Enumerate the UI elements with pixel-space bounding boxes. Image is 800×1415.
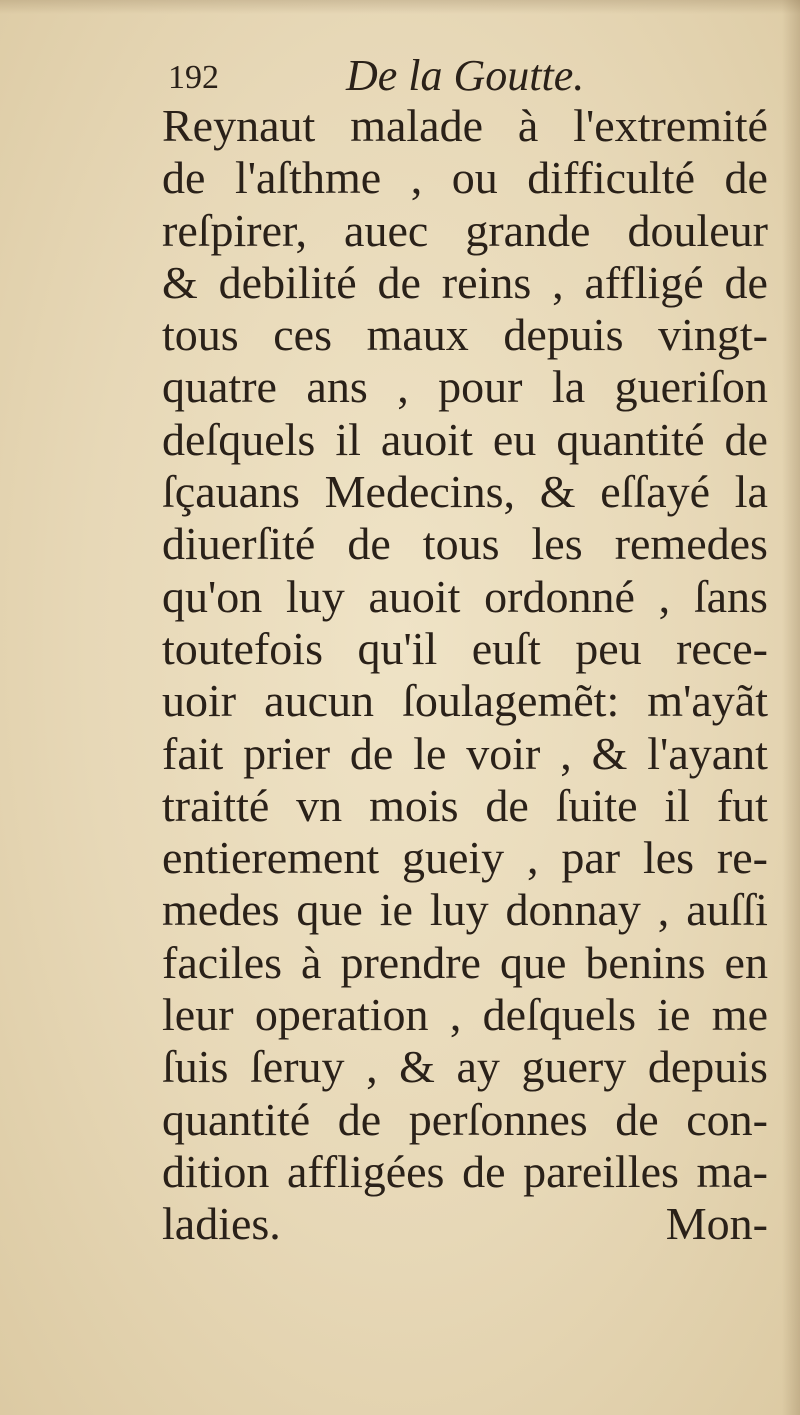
word: malade bbox=[350, 100, 483, 151]
word: de bbox=[724, 152, 768, 204]
word: ordonné bbox=[484, 570, 635, 622]
word: , bbox=[560, 727, 572, 779]
text-line bbox=[162, 1094, 768, 1146]
word: à bbox=[301, 936, 322, 988]
word: rece- bbox=[676, 622, 768, 674]
text-line bbox=[162, 623, 768, 675]
word: quantité bbox=[162, 1093, 311, 1145]
word: ſçauans bbox=[162, 466, 300, 518]
page-number: 192 bbox=[168, 59, 219, 96]
running-title: De la Goutte. bbox=[346, 51, 585, 100]
word: faciles bbox=[162, 936, 283, 988]
word: reins bbox=[441, 256, 532, 308]
word: de bbox=[349, 727, 394, 779]
word: ſans bbox=[693, 570, 768, 622]
word: ces bbox=[273, 309, 333, 361]
word: les bbox=[531, 518, 583, 570]
word: ſuite bbox=[555, 779, 638, 831]
word: prendre bbox=[340, 936, 481, 988]
text-line bbox=[162, 257, 768, 309]
word: en bbox=[724, 936, 768, 988]
word: luy bbox=[286, 570, 345, 622]
word: ay bbox=[456, 1041, 500, 1093]
word: tous bbox=[162, 309, 239, 361]
text-line bbox=[162, 571, 768, 623]
word: que bbox=[499, 936, 567, 988]
word: quatre bbox=[162, 361, 277, 413]
word: , bbox=[366, 1041, 378, 1093]
word: & bbox=[591, 727, 628, 779]
word: auec bbox=[344, 204, 429, 256]
word: ſeruy bbox=[250, 1041, 345, 1093]
text-line bbox=[162, 1041, 768, 1093]
word: , bbox=[552, 256, 564, 308]
text-line bbox=[162, 361, 768, 413]
text-line bbox=[162, 205, 768, 257]
word: ie bbox=[379, 884, 413, 936]
word: me bbox=[711, 989, 768, 1041]
text-line bbox=[162, 884, 768, 936]
body-text bbox=[162, 100, 768, 1251]
word: dition bbox=[162, 1145, 270, 1197]
word: , bbox=[658, 570, 671, 622]
word: il bbox=[664, 779, 690, 831]
word: depuis bbox=[647, 1041, 768, 1093]
word: con- bbox=[686, 1093, 768, 1145]
text-line bbox=[162, 1146, 768, 1198]
word: par bbox=[561, 832, 621, 884]
word: qu'il bbox=[357, 622, 438, 674]
word: gueriſon bbox=[614, 361, 768, 413]
text-line bbox=[162, 675, 768, 727]
word: benins bbox=[585, 936, 706, 988]
word: qu'on bbox=[162, 570, 263, 622]
word: m'ayãt bbox=[647, 675, 768, 727]
word: prier bbox=[243, 727, 331, 779]
word: uoir bbox=[162, 675, 237, 727]
word: l'ayant bbox=[647, 727, 768, 779]
text-line bbox=[162, 989, 768, 1041]
word: auoit bbox=[380, 413, 473, 465]
word: toutefois bbox=[162, 622, 323, 674]
text-line bbox=[162, 414, 768, 466]
word: fut bbox=[716, 779, 768, 831]
word: deſquels bbox=[482, 989, 636, 1041]
word: il bbox=[335, 413, 361, 465]
word: ans bbox=[306, 361, 368, 413]
page-top-shadow bbox=[0, 0, 800, 14]
word: voir bbox=[466, 727, 541, 779]
word: Reynaut bbox=[162, 100, 316, 151]
word: quantité bbox=[556, 413, 705, 465]
word: de bbox=[162, 152, 206, 204]
word: maux bbox=[366, 309, 469, 361]
word: vn bbox=[296, 779, 343, 831]
word: depuis bbox=[503, 309, 624, 361]
word: la bbox=[551, 361, 586, 413]
text-line bbox=[162, 100, 768, 152]
word: gueiy bbox=[401, 832, 505, 884]
word: affligées bbox=[286, 1145, 445, 1197]
word: debilité bbox=[218, 256, 357, 308]
word: la bbox=[734, 466, 768, 518]
word: guery bbox=[521, 1041, 627, 1093]
text-line bbox=[162, 728, 768, 780]
word: auoit bbox=[368, 570, 461, 622]
word: fait bbox=[162, 727, 224, 779]
word: diuerſité bbox=[162, 518, 316, 570]
page-right-shadow bbox=[782, 0, 800, 1415]
word: perſonnes bbox=[408, 1093, 588, 1145]
word: tous bbox=[422, 518, 500, 570]
word: entierement bbox=[162, 832, 380, 884]
word: à bbox=[517, 100, 539, 151]
word: l'aſthme bbox=[234, 152, 382, 204]
word: l'extremité bbox=[573, 100, 768, 151]
text-line bbox=[162, 780, 768, 832]
text-line bbox=[162, 466, 768, 518]
word: Medecins, bbox=[324, 466, 515, 518]
text-line bbox=[162, 518, 768, 570]
text-line bbox=[162, 832, 768, 884]
word: difficulté bbox=[527, 152, 695, 204]
word: auſſi bbox=[686, 884, 768, 936]
word: de bbox=[724, 413, 768, 465]
word: euſt bbox=[471, 622, 541, 674]
word: , bbox=[397, 361, 409, 413]
word: ie bbox=[657, 989, 691, 1041]
word: , bbox=[410, 152, 423, 204]
word: remedes bbox=[614, 518, 768, 570]
word: le bbox=[413, 727, 447, 779]
word: ou bbox=[451, 152, 498, 204]
word: ſoulagemẽt: bbox=[402, 675, 620, 727]
word: medes bbox=[162, 884, 280, 936]
word: leur bbox=[162, 989, 234, 1041]
word: douleur bbox=[627, 204, 768, 256]
word: pour bbox=[438, 361, 523, 413]
text-line bbox=[162, 1198, 768, 1250]
word: eſſayé bbox=[600, 466, 711, 518]
text-line bbox=[162, 937, 768, 989]
word: & bbox=[399, 1041, 435, 1093]
word: de bbox=[724, 256, 768, 308]
word: , bbox=[657, 884, 670, 936]
text-line bbox=[162, 152, 768, 204]
word: vingt- bbox=[658, 309, 768, 361]
word: deſquels bbox=[162, 413, 316, 465]
word: de bbox=[347, 518, 391, 570]
word: traitté bbox=[162, 779, 270, 831]
word: mois bbox=[369, 779, 459, 831]
word: de bbox=[615, 1093, 659, 1145]
word: de bbox=[485, 779, 529, 831]
word: , bbox=[449, 989, 462, 1041]
text-line bbox=[162, 309, 768, 361]
word: & bbox=[539, 466, 576, 518]
word: les bbox=[642, 832, 695, 884]
word: Mon- bbox=[665, 1198, 768, 1250]
word: de bbox=[462, 1145, 506, 1197]
word: donnay bbox=[505, 884, 641, 936]
word: & bbox=[162, 256, 198, 308]
word: luy bbox=[429, 884, 489, 936]
word: affligé bbox=[584, 256, 704, 308]
word: aucun bbox=[264, 675, 375, 727]
word: grande bbox=[465, 204, 591, 256]
word: que bbox=[296, 884, 363, 936]
word: de bbox=[377, 256, 421, 308]
word: re- bbox=[716, 832, 768, 884]
word: reſpirer, bbox=[162, 204, 308, 256]
word: ſuis bbox=[162, 1041, 229, 1093]
word: , bbox=[527, 832, 539, 884]
word: operation bbox=[254, 989, 429, 1041]
word: ma- bbox=[696, 1145, 768, 1197]
word: eu bbox=[492, 413, 537, 465]
word: ladies. bbox=[162, 1198, 281, 1250]
word: de bbox=[337, 1093, 382, 1145]
word: peu bbox=[575, 622, 642, 674]
word: pareilles bbox=[523, 1145, 679, 1197]
